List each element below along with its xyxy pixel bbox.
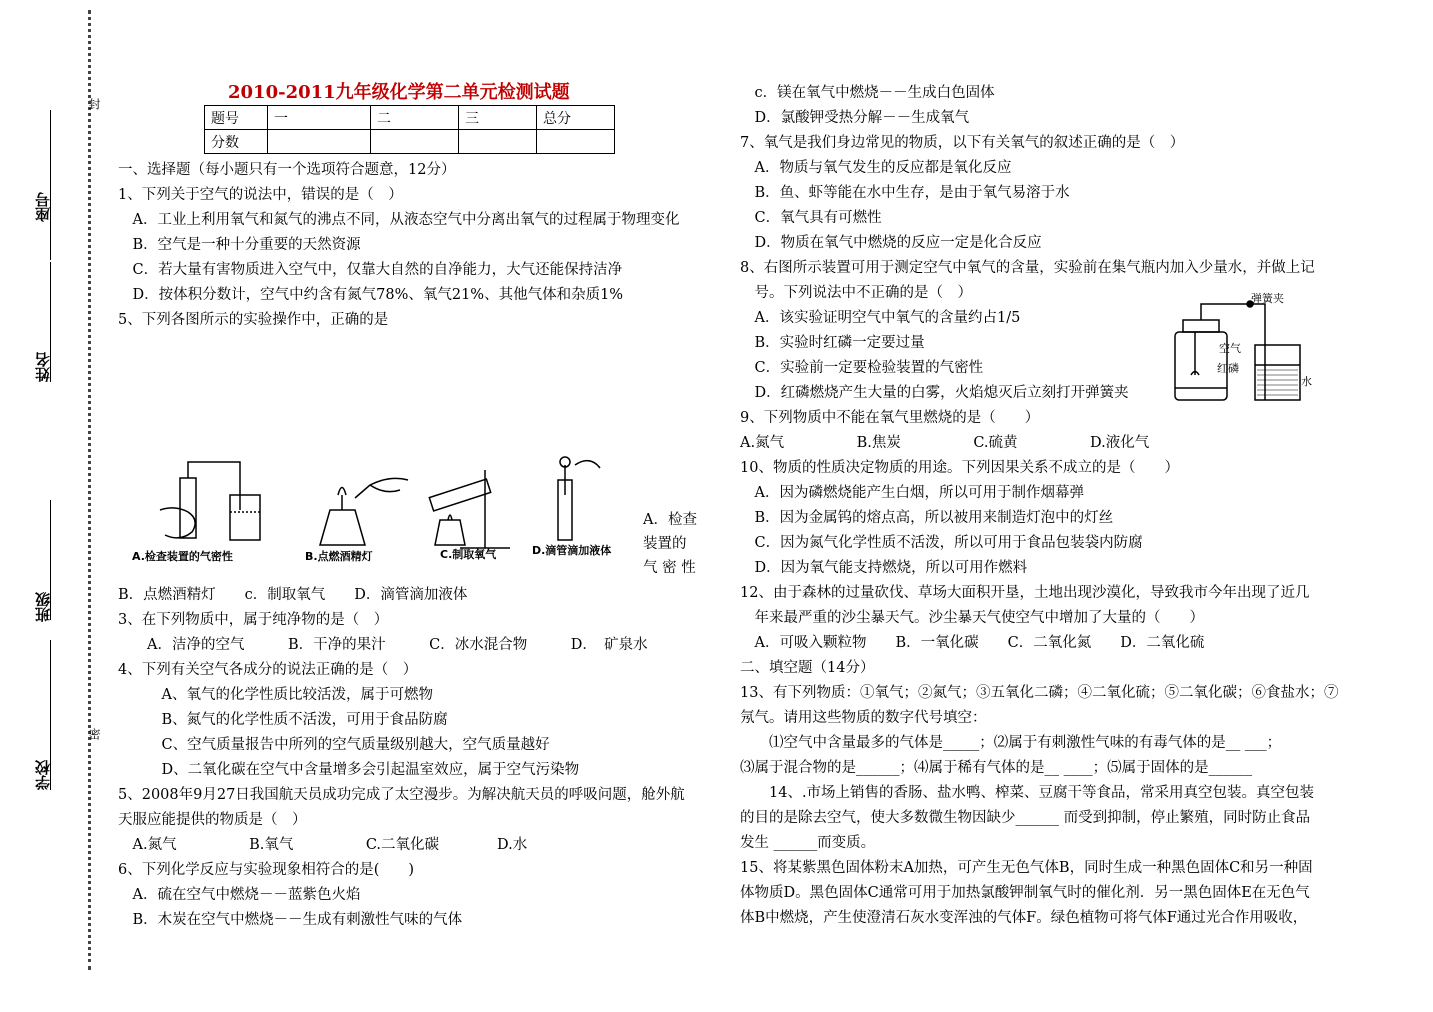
score-input-cell[interactable]: [268, 130, 371, 154]
text-line: 天服应能提供的物质是（ ）: [118, 812, 307, 828]
binding-dotted-line: [88, 10, 95, 970]
text-line: C、空气质量报告中所列的空气质量级别越大，空气质量越好: [118, 737, 550, 753]
text-line: 体B中燃烧，产生使澄清石灰水变浑浊的气体F。绿色植物可将气体F通过光合作用吸收，: [740, 910, 1308, 926]
text-line: 装置的: [643, 536, 687, 552]
left-column-bottom: [118, 583, 685, 933]
text-line: 5、2008年9月27日我国航天员成功完成了太空漫步。为解决航天员的呼吸问题，舱外航: [118, 787, 685, 803]
score-input-cell[interactable]: [537, 130, 615, 154]
text-line: 13、有下列物质：①氧气；②氮气；③五氧化二磷；④二氧化硫；⑤二氧化碳；⑥食盐水；⑦: [740, 685, 1339, 701]
text-line: B．空气是一种十分重要的天然资源: [118, 237, 361, 253]
figure-caption: A.检查装置的气密性: [132, 550, 233, 563]
text-line: 9、下列物质中不能在氧气里燃烧的是（ ）: [740, 410, 1040, 426]
text-line: B．木炭在空气中燃烧－－生成有刺激性气味的气体: [118, 912, 463, 928]
experiment-figure: [130, 450, 630, 565]
score-cell: 三: [459, 106, 537, 130]
text-line: C．若大量有害物质进入空气中，仅靠大自然的自净能力，大气还能保持洁净: [118, 262, 623, 278]
text-line: B、氮气的化学性质不活泼，可用于食品防腐: [118, 712, 448, 728]
text-line: A．洁净的空气 B．干净的果汁 C．冰水混合物 D． 矿泉水: [118, 637, 648, 653]
seat-line: [50, 110, 51, 260]
text-line: 年来最严重的沙尘暴天气。沙尘暴天气使空气中增加了大量的（ ）: [740, 610, 1204, 626]
text-line: C．氧气具有可燃性: [740, 210, 882, 226]
apparatus-label: 水: [1301, 375, 1312, 388]
text-line: B．点燃酒精灯 c．制取氧气 D．滴管滴加液体: [118, 587, 468, 603]
text-line: B．因为金属钨的熔点高，所以被用来制造灯泡中的灯丝: [740, 510, 1114, 526]
text-line: C．因为氮气化学性质不活泼，所以可用于食品包装袋内防腐: [740, 535, 1143, 551]
score-cell: 二: [371, 106, 459, 130]
school-label: 学校: [34, 760, 52, 790]
seal-word-bottom: 密: [87, 728, 101, 740]
right-column: [740, 81, 1338, 931]
text-line: 氖气。请用这些物质的数字代号填空：: [740, 710, 987, 726]
figure-side-text: [643, 508, 697, 580]
text-line: A．物质与氧气发生的反应都是氧化反应: [740, 160, 1012, 176]
text-line: A．该实验证明空气中氧气的含量约占1/5: [740, 310, 1021, 326]
text-line: B．鱼、虾等能在水中生存，是由于氧气易溶于水: [740, 185, 1070, 201]
text-line: 14、.市场上销售的香肠、盐水鸭、榨菜、豆腐干等食品，常采用真空包装。真空包装: [740, 785, 1315, 801]
figure-caption: D.滴管滴加液体: [532, 544, 612, 557]
figure-caption: B.点燃酒精灯: [305, 550, 373, 563]
text-line: 12、由于森林的过量砍伐、草场大面积开垦，土地出现沙漠化，导致我市今年出现了近几: [740, 585, 1310, 601]
text-line: B．实验时红磷一定要过量: [740, 335, 925, 351]
text-line: A．工业上利用氧气和氮气的沸点不同，从液态空气中分离出氧气的过程属于物理变化: [118, 212, 680, 228]
text-line: 体物质D。黑色固体C通常可用于加热氯酸钾制氧气时的催化剂．另一黑色固体E在无色气: [740, 885, 1310, 901]
exam-title: 2010-2011九年级化学第二单元检测试题: [228, 82, 570, 103]
text-line: A.氮气 B.焦炭 C.硫黄 D.液化气: [740, 435, 1150, 451]
text-line: 号。下列说法中不正确的是（ ）: [740, 285, 972, 301]
text-line: 的目的是除去空气，使大多数微生物因缺少______ 而受到抑制，停止繁殖，同时防止食品: [740, 810, 1311, 826]
text-line: 3、在下列物质中，属于纯净物的是（ ）: [118, 612, 389, 628]
text-line: 5、下列各图所示的实验操作中，正确的是: [118, 312, 389, 328]
text-line: A.氮气 B.氧气 C.二氧化碳 D.水: [118, 837, 528, 853]
text-line: D、二氧化碳在空气中含量增多会引起温室效应，属于空气污染物: [118, 762, 580, 778]
text-line: 发生 ______而变质。: [740, 835, 876, 851]
text-line: ⑴空气中含量最多的气体是_____；⑵属于有刺激性气味的有毒气体的是__ ___；: [740, 735, 1282, 751]
score-cell: 题号: [205, 106, 268, 130]
score-table: [204, 105, 615, 154]
text-line: A．可吸入颗粒物 B．一氧化碳 C．二氧化氮 D．二氧化硫: [740, 635, 1205, 651]
text-line: D．因为氧气能支持燃烧，所以可用作燃料: [740, 560, 1028, 576]
text-line: 一、选择题（每小题只有一个选项符合题意，12分）: [118, 162, 456, 178]
text-line: 8、右图所示装置可用于测定空气中氧气的含量，实验前在集气瓶内加入少量水，并做上记: [740, 260, 1315, 276]
figure-a-airtightness: [160, 462, 260, 540]
left-column-top: [118, 158, 679, 333]
seat-label: 座号: [34, 192, 52, 222]
apparatus-label: 红磷: [1217, 362, 1239, 375]
text-line: 15、将某紫黑色固体粉末A加热，可产生无色气体B，同时生成一种黑色固体C和另一种固: [740, 860, 1313, 876]
figure-d-dropper: [558, 457, 600, 540]
text-line: 10、物质的性质决定物质的用途。下列因果关系不成立的是（ ）: [740, 460, 1179, 476]
score-input-cell[interactable]: [459, 130, 537, 154]
figure-c-oxygen-apparatus: [429, 470, 510, 548]
text-line: D．物质在氧气中燃烧的反应一定是化合反应: [740, 235, 1042, 251]
apparatus-label: 弹簧夹: [1251, 292, 1284, 305]
text-line: 6、下列化学反应与实验现象相符合的是( ): [118, 862, 415, 878]
text-line: 7、氧气是我们身边常见的物质，以下有关氧气的叙述正确的是（ ）: [740, 135, 1185, 151]
name-label: 姓名: [34, 352, 52, 382]
text-line: A、氧气的化学性质比较活泼，属于可燃物: [118, 687, 433, 703]
score-cell: 分数: [205, 130, 268, 154]
text-line: ⑶属于混合物的是______；⑷属于稀有气体的是__ ____；⑸属于固体的是______: [740, 760, 1253, 776]
text-line: 1、下列关于空气的说法中，错误的是（ ）: [118, 187, 403, 203]
text-line: D．氯酸钾受热分解－－生成氧气: [740, 110, 970, 126]
score-table-row: [205, 106, 615, 130]
text-line: A．硫在空气中燃烧－－蓝紫色火焰: [118, 887, 361, 903]
text-line: 4、下列有关空气各成分的说法正确的是（ ）: [118, 662, 418, 678]
figure-b-alcohol-lamp: [320, 478, 408, 545]
text-line: 气 密 性: [643, 560, 696, 576]
figure-caption: C.制取氧气: [440, 548, 497, 561]
text-line: C．实验前一定要检验装置的气密性: [740, 360, 984, 376]
score-cell: 一: [268, 106, 371, 130]
class-label: 班级: [34, 592, 52, 622]
score-input-cell[interactable]: [371, 130, 459, 154]
text-line: A．检查: [643, 512, 697, 528]
oxygen-measure-apparatus: [1165, 290, 1315, 405]
text-line: D．红磷燃烧产生大量的白雾，火焰熄灭后立刻打开弹簧夹: [740, 385, 1129, 401]
seal-word-top: 封: [87, 98, 101, 110]
apparatus-label: 空气: [1219, 342, 1241, 355]
text-line: c．镁在氧气中燃烧－－生成白色固体: [740, 85, 995, 101]
text-line: 二、填空题（14分）: [740, 660, 875, 676]
score-table-row: [205, 130, 615, 154]
score-cell: 总分: [537, 106, 615, 130]
text-line: D．按体积分数计，空气中约含有氮气78%、氧气21%、其他气体和杂质1%: [118, 287, 624, 303]
text-line: A．因为磷燃烧能产生白烟，所以可用于制作烟幕弹: [740, 485, 1084, 501]
